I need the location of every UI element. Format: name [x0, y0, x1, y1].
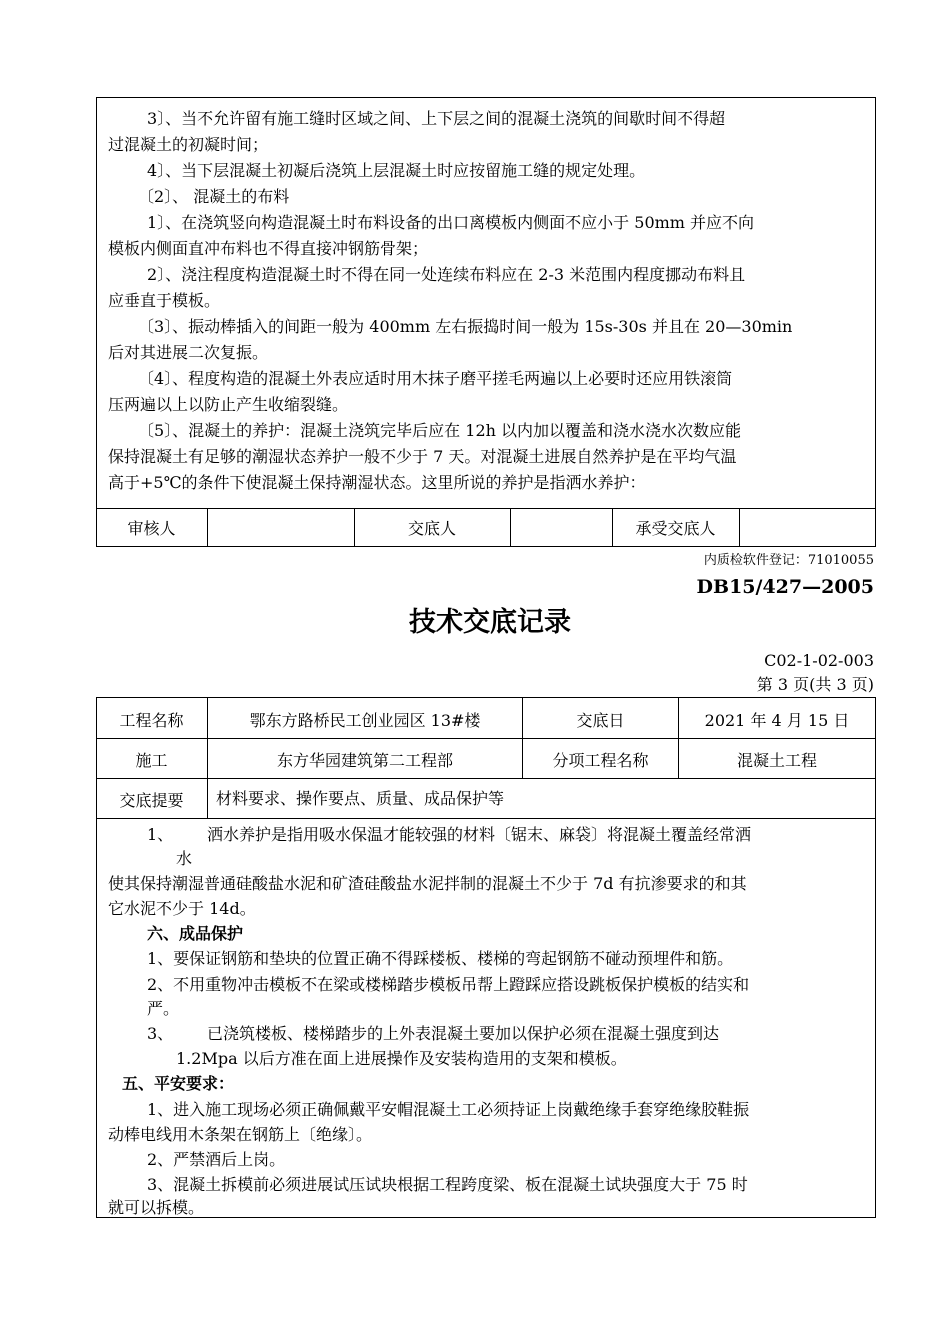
section-heading: 五、平安要求：	[122, 1074, 235, 1093]
para-line: 1、进入施工现场必须正确佩戴平安帽混凝土工必须持证上岗戴绝缘手套穿绝缘胶鞋振	[147, 1100, 750, 1119]
para-line: 洒水养护是指用吸水保温才能较强的材料〔锯末、麻袋〕将混凝土覆盖经常洒	[207, 825, 752, 844]
para-line: 4〕、当下层混凝土初凝后浇筑上层混凝土时应按留施工缝的规定处理。	[147, 161, 646, 180]
receiver-label: 承受交底人	[635, 519, 716, 538]
para-line: 严。	[147, 999, 180, 1018]
page-title: 技术交底记录	[409, 607, 571, 638]
para-line: 〔2〕、 混凝土的布料	[138, 187, 290, 206]
divider	[96, 738, 876, 739]
para-line: 后对其进展二次复振。	[108, 343, 269, 362]
para-line: 1〕、在浇筑竖向构造混凝土时布料设备的出口离模板内侧面不应小于 50mm 并应不向	[147, 213, 755, 232]
construction-label: 施工	[135, 751, 168, 770]
para-line: 高于+5℃的条件下使混凝土保持潮湿状态。这里所说的养护是指洒水养护：	[108, 473, 646, 492]
receiver-field[interactable]	[740, 509, 875, 546]
para-line: 1、要保证钢筋和垫块的位置正确不得踩楼板、楼梯的弯起钢筋不碰动预埋件和筋。	[147, 949, 734, 968]
para-line: 3〕、当不允许留有施工缝时区域之间、上下层之间的混凝土浇筑的间歇时间不得超	[147, 109, 726, 128]
construction-value: 东方华园建筑第二工程部	[276, 751, 453, 770]
para-line: 它水泥不少于 14d。	[108, 899, 256, 918]
summary-value: 材料要求、操作要点、质量、成品保护等	[216, 789, 505, 808]
date-label: 交底日	[576, 711, 625, 730]
software-registration: 内质检软件登记：71010055	[703, 553, 874, 568]
para-line: 过混凝土的初凝时间；	[108, 135, 269, 154]
para-line: 〔3〕、振动棒插入的间距一般为 400mm 左右振捣时间一般为 15s-30s 并且在 20—30min	[138, 317, 793, 336]
subproject-label: 分项工程名称	[552, 751, 649, 770]
para-line: 模板内侧面直冲布料也不得直接冲钢筋骨架；	[108, 239, 429, 258]
divider	[96, 778, 876, 779]
para-line: 就可以拆模。	[108, 1198, 205, 1217]
reviewer-label: 审核人	[127, 519, 176, 538]
para-line: 2〕、浇注程度构造混凝土时不得在同一处连续布料应在 2-3 米范围内程度挪动布料且	[147, 265, 746, 284]
form-code: C02-1-02-003	[764, 651, 874, 670]
date-value: 2021 年 4 月 15 日	[704, 711, 850, 730]
page-info: 第 3 页(共 3 页)	[756, 675, 874, 694]
para-line: 使其保持潮湿普通硅酸盐水泥和矿渣硅酸盐水泥拌制的混凝土不少于 7d 有抗渗要求的和其	[108, 874, 747, 893]
para-line: 水	[176, 849, 193, 868]
item-number: 3、	[147, 1024, 174, 1043]
project-name-label: 工程名称	[119, 711, 184, 730]
para-line: 〔4〕、程度构造的混凝土外表应适时用木抹子磨平搓毛两遍以上必要时还应用铁滚筒	[138, 369, 733, 388]
para-line: 3、混凝土拆模前必须进展试压试块根据工程跨度梁、板在混凝土试块强度大于 75 时	[147, 1175, 748, 1194]
reviewer-field[interactable]	[208, 509, 354, 546]
presenter-field[interactable]	[511, 509, 612, 546]
subproject-value: 混凝土工程	[736, 751, 817, 770]
project-name-value: 鄂东方路桥民工创业园区 13#楼	[249, 711, 481, 730]
standard-number: DB15/427—2005	[696, 576, 874, 598]
para-line: 已浇筑楼板、楼梯踏步的上外表混凝土要加以保护必须在混凝土强度到达	[207, 1024, 720, 1043]
para-line: 1.2Mpa 以后方准在面上进展操作及安装构造用的支架和模板。	[176, 1049, 627, 1068]
summary-label: 交底提要	[119, 791, 184, 810]
presenter-label: 交底人	[407, 519, 456, 538]
para-line: 保持混凝土有足够的潮湿状态养护一般不少于 7 天。对混凝土进展自然养护是在平均气温	[108, 447, 737, 466]
para-line: 2、严禁酒后上岗。	[147, 1150, 286, 1169]
section-heading: 六、成品保护	[147, 924, 244, 943]
para-line: 压两遍以上以防止产生收缩裂缝。	[108, 395, 349, 414]
para-line: 〔5〕、混凝土的养护：混凝土浇筑完毕后应在 12h 以内加以覆盖和浇水浇水次数应能	[138, 421, 742, 440]
item-number: 1、	[147, 825, 174, 844]
para-line: 2、不用重物冲击模板不在梁或楼梯踏步模板吊帮上蹬踩应搭设跳板保护模板的结实和	[147, 975, 750, 994]
para-line: 应垂直于模板。	[108, 291, 221, 310]
para-line: 动棒电线用木条架在钢筋上〔绝缘〕。	[108, 1125, 373, 1144]
